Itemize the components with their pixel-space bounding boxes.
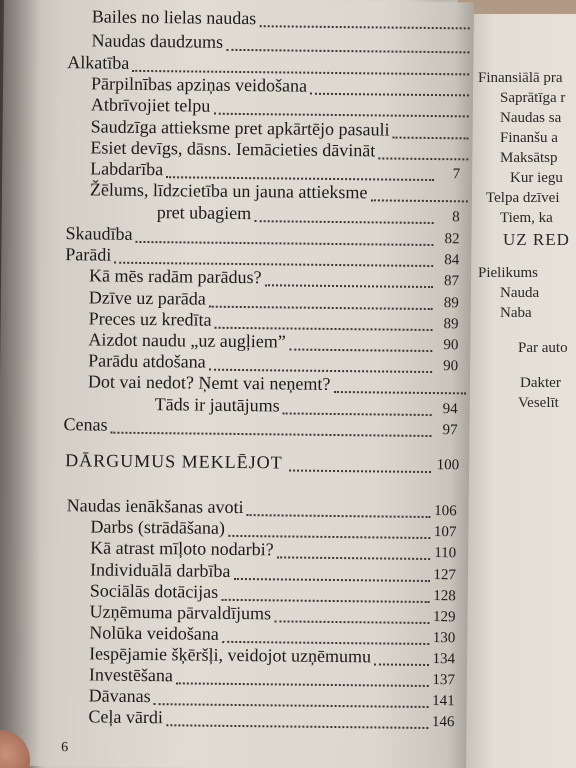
toc-entry-title: Kā atrast mīļoto nodarbi?	[90, 537, 274, 560]
page-number: 6	[61, 740, 69, 756]
page-ref: 97	[442, 422, 458, 439]
page-ref: 106	[434, 503, 457, 520]
dot-leader	[247, 512, 431, 518]
right-page-line: Naudas sa	[500, 110, 562, 126]
toc-entry-title: Labdarība	[90, 158, 164, 180]
toc-entry-title: Atbrīvojiet telpu	[90, 94, 211, 116]
dot-leader	[226, 47, 469, 54]
right-page-line: Finanšu a	[500, 130, 558, 146]
dot-leader	[234, 576, 430, 582]
page-ref: 84	[444, 252, 460, 269]
page-ref: 129	[432, 609, 456, 626]
toc-entry	[4, 30, 474, 52]
right-page-line: Saprātīga r	[500, 90, 566, 106]
dot-leader	[154, 701, 429, 708]
toc-entry-title: Cenas	[63, 414, 108, 435]
dot-leader	[274, 618, 429, 624]
toc-entry-title: Nolūka veidošana	[89, 622, 219, 644]
dot-leader	[111, 430, 432, 437]
dot-leader	[221, 597, 429, 603]
right-page-line: Kur iegu	[510, 170, 563, 186]
right-page	[458, 0, 576, 768]
page-shadow	[0, 0, 40, 768]
toc-entry-title: Individuālā darbība	[89, 559, 231, 581]
page-ref: 110	[434, 545, 457, 562]
dot-leader	[370, 197, 467, 202]
toc-entry-title: Aizdot naudu „uz augļiem”	[88, 329, 286, 352]
toc-entry-title: Alkatība	[67, 52, 130, 73]
dot-leader	[289, 347, 432, 353]
page-ref: 107	[433, 524, 457, 541]
toc-entry-title: Skaudība	[65, 223, 133, 244]
page-ref: 141	[432, 693, 455, 710]
page-ref: 130	[432, 630, 456, 647]
dot-leader	[378, 155, 468, 160]
page-ref: 90	[443, 358, 459, 375]
toc-entry	[4, 6, 474, 29]
toc-entry-title: pret ubagiem	[156, 202, 252, 224]
toc-entry-title: Ceļa vārdi	[88, 706, 164, 728]
page-ref: 87	[443, 273, 460, 290]
dot-leader	[136, 239, 434, 246]
toc-entry-title: Dzīve uz parāda	[88, 287, 206, 309]
toc-entry-title: Dot vai nedot? Ņemt vai neņemt?	[87, 371, 331, 394]
page-ref: 89	[443, 295, 459, 312]
dot-leader	[310, 91, 469, 97]
toc-entry-title: Naudas ienākšanas avoti	[66, 495, 244, 518]
page-ref: 127	[433, 567, 457, 584]
toc-entry-title: Parādu atdošana	[88, 350, 206, 372]
right-page-line: Dakter	[520, 375, 561, 391]
dot-leader	[166, 722, 428, 729]
dot-leader	[277, 554, 430, 560]
toc-entry-title: Naudas daudzums	[91, 30, 224, 52]
dot-leader	[209, 304, 433, 310]
toc-entry	[0, 494, 469, 520]
page-ref: 94	[442, 401, 458, 418]
page-ref: 100	[436, 457, 460, 474]
toc-entry-title: Iespējamie šķēršļi, veidojot uzņēmumu	[89, 643, 372, 667]
dot-leader	[289, 468, 431, 473]
right-page-line: Naba	[500, 305, 532, 321]
right-page-line: Telpa dzīvei	[486, 190, 560, 206]
page-ref: 82	[444, 231, 460, 248]
page-ref: 146	[431, 714, 455, 731]
toc-entry-title: Dāvanas	[88, 685, 151, 707]
dot-leader	[222, 639, 429, 645]
toc-entry-title: Parādi	[65, 244, 112, 265]
right-page-line: Nauda	[500, 285, 540, 301]
dot-leader	[283, 410, 432, 416]
dot-leader	[213, 111, 468, 118]
toc-entry-title: Esiet devīgs, dāsns. Iemācieties dāvināt	[90, 137, 376, 161]
dot-leader	[333, 389, 465, 394]
right-page-heading: UZ RED	[503, 230, 570, 249]
toc-entry-title: Investēšana	[88, 664, 173, 686]
toc-entry-title: Sociālās dotācijas	[89, 580, 219, 602]
page-ref: 134	[432, 651, 456, 668]
dot-leader	[228, 533, 430, 539]
page-ref: 90	[443, 337, 459, 354]
right-page-line: Veselīt	[518, 395, 559, 411]
page-ref: 128	[433, 588, 456, 605]
toc-entry-title: Tāds ir jautājums	[154, 394, 280, 416]
right-page-line: Par auto	[518, 340, 568, 356]
toc-entry-title: Saudzīga attieksme pret apkārtējo pasauli	[90, 116, 390, 140]
toc-entry-title: Pārpilnības apziņas veidošana	[90, 73, 308, 96]
page-ref: 8	[452, 209, 460, 226]
section-title: DĀRGUMUS MEKLĒJOT	[65, 450, 283, 473]
toc-entry-title: Kā mēs radām parādus?	[88, 265, 262, 288]
right-page-line: Maksātsp	[500, 150, 558, 166]
page-ref: 89	[443, 316, 459, 333]
toc-entry-title: Uzņēmuma pārvaldījums	[89, 601, 272, 624]
right-page-line: Tiem, ka	[500, 210, 553, 226]
toc-entry-title: Bailes no lielas naudas	[91, 6, 257, 29]
dot-leader	[176, 680, 429, 687]
dot-leader	[393, 135, 469, 140]
right-page-line: Finansiālā pra	[478, 70, 563, 86]
toc-entry-title: Preces uz kredīta	[88, 308, 212, 330]
dot-leader	[265, 282, 433, 288]
dot-leader	[259, 23, 469, 29]
dot-leader	[215, 325, 433, 331]
page-ref: 7	[452, 166, 461, 183]
dot-leader	[374, 661, 429, 666]
toc-entry-title: Darbs (strādāšana)	[90, 516, 225, 538]
toc-entry-title: Žēlums, līdzcietība un jauna attieksme	[89, 179, 368, 203]
page-ref: 137	[432, 672, 455, 689]
dot-leader	[254, 218, 433, 224]
right-page-line: Pielikums	[478, 265, 539, 281]
